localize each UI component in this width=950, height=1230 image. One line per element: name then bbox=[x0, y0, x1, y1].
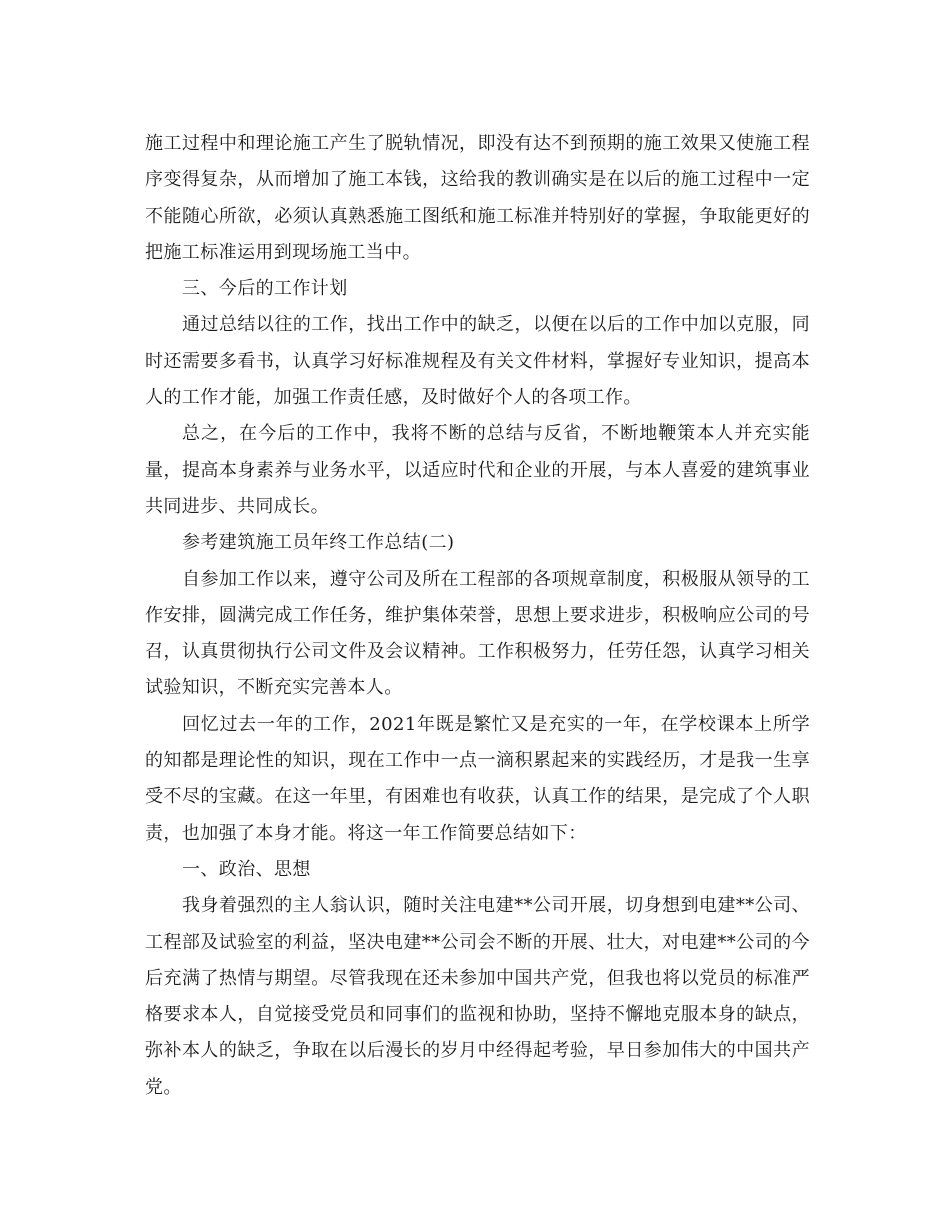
paragraph-body: 通过总结以往的工作，找出工作中的缺乏，以便在以后的工作中加以克服，同时还需要多看书，认真学习好标准规程及有关文件材料，掌握好专业知识，提高本人的工作才能，加强工作责任感，及时做好个人的各项工作。 bbox=[145, 314, 810, 409]
paragraph-continuation: 施工过程中和理论施工产生了脱轨情况，即没有达不到预期的施工效果又使施工程序变得复杂，从而增加了施工本钱，这给我的教训确实是在以后的施工过程中一定不能随心所欲，必须认真熟悉施工图纸和施工标准并特别好的掌握，争取能更好的把施工标准运用到现场施工当中。 bbox=[145, 133, 810, 263]
document-body bbox=[145, 126, 810, 1106]
paragraph-body: 我身着强烈的主人翁认识，随时关注电建**公司开展，切身想到电建**公司、工程部及试验室的利益，坚决电建**公司会不断的开展、壮大，对电建**公司的今后充满了热情与期望。尽管我现在还未参加中国共产党，但我也将以党员的标准严格要求本人，自觉接受党员和同事们的监视和协助，坚持不懈地克服本身的缺点，弥补本人的缺乏，争取在以后漫长的岁月中经得起考验，早日参加伟大的中国共产党。 bbox=[145, 895, 810, 1098]
paragraph-body: 自参加工作以来，遵守公司及所在工程部的各项规章制度，积极服从领导的工作安排，圆满完成工作任务，维护集体荣誉，思想上要求进步，积极响应公司的号召，认真贯彻执行公司文件及会议精神。工作积极努力，任劳任怨，认真学习相关试验知识，不断充实完善本人。 bbox=[145, 568, 810, 699]
section-heading-summary-two: 参考建筑施工员年终工作总结(二) bbox=[182, 532, 455, 554]
section-heading-politics-thought: 一、政治、思想 bbox=[182, 858, 311, 880]
paragraph-body: 总之，在今后的工作中，我将不断的总结与反省，不断地鞭策本人并充实能量，提高本身素养与业务水平，以适应时代和企业的开展，与本人喜爱的建筑事业共同进步、共同成长。 bbox=[145, 423, 810, 517]
section-heading-work-plan: 三、今后的工作计划 bbox=[182, 278, 348, 300]
paragraph-body: 回忆过去一年的工作，2021年既是繁忙又是充实的一年，在学校课本上所学的知都是理论性的知识，现在工作中一点一滴积累起来的实践经历，才是我一生享受不尽的宝藏。在这一年里，有困难也有收获，认真工作的结果，是完成了个人职责，也加强了本身才能。将这一年工作简要总结如下： bbox=[145, 713, 810, 844]
